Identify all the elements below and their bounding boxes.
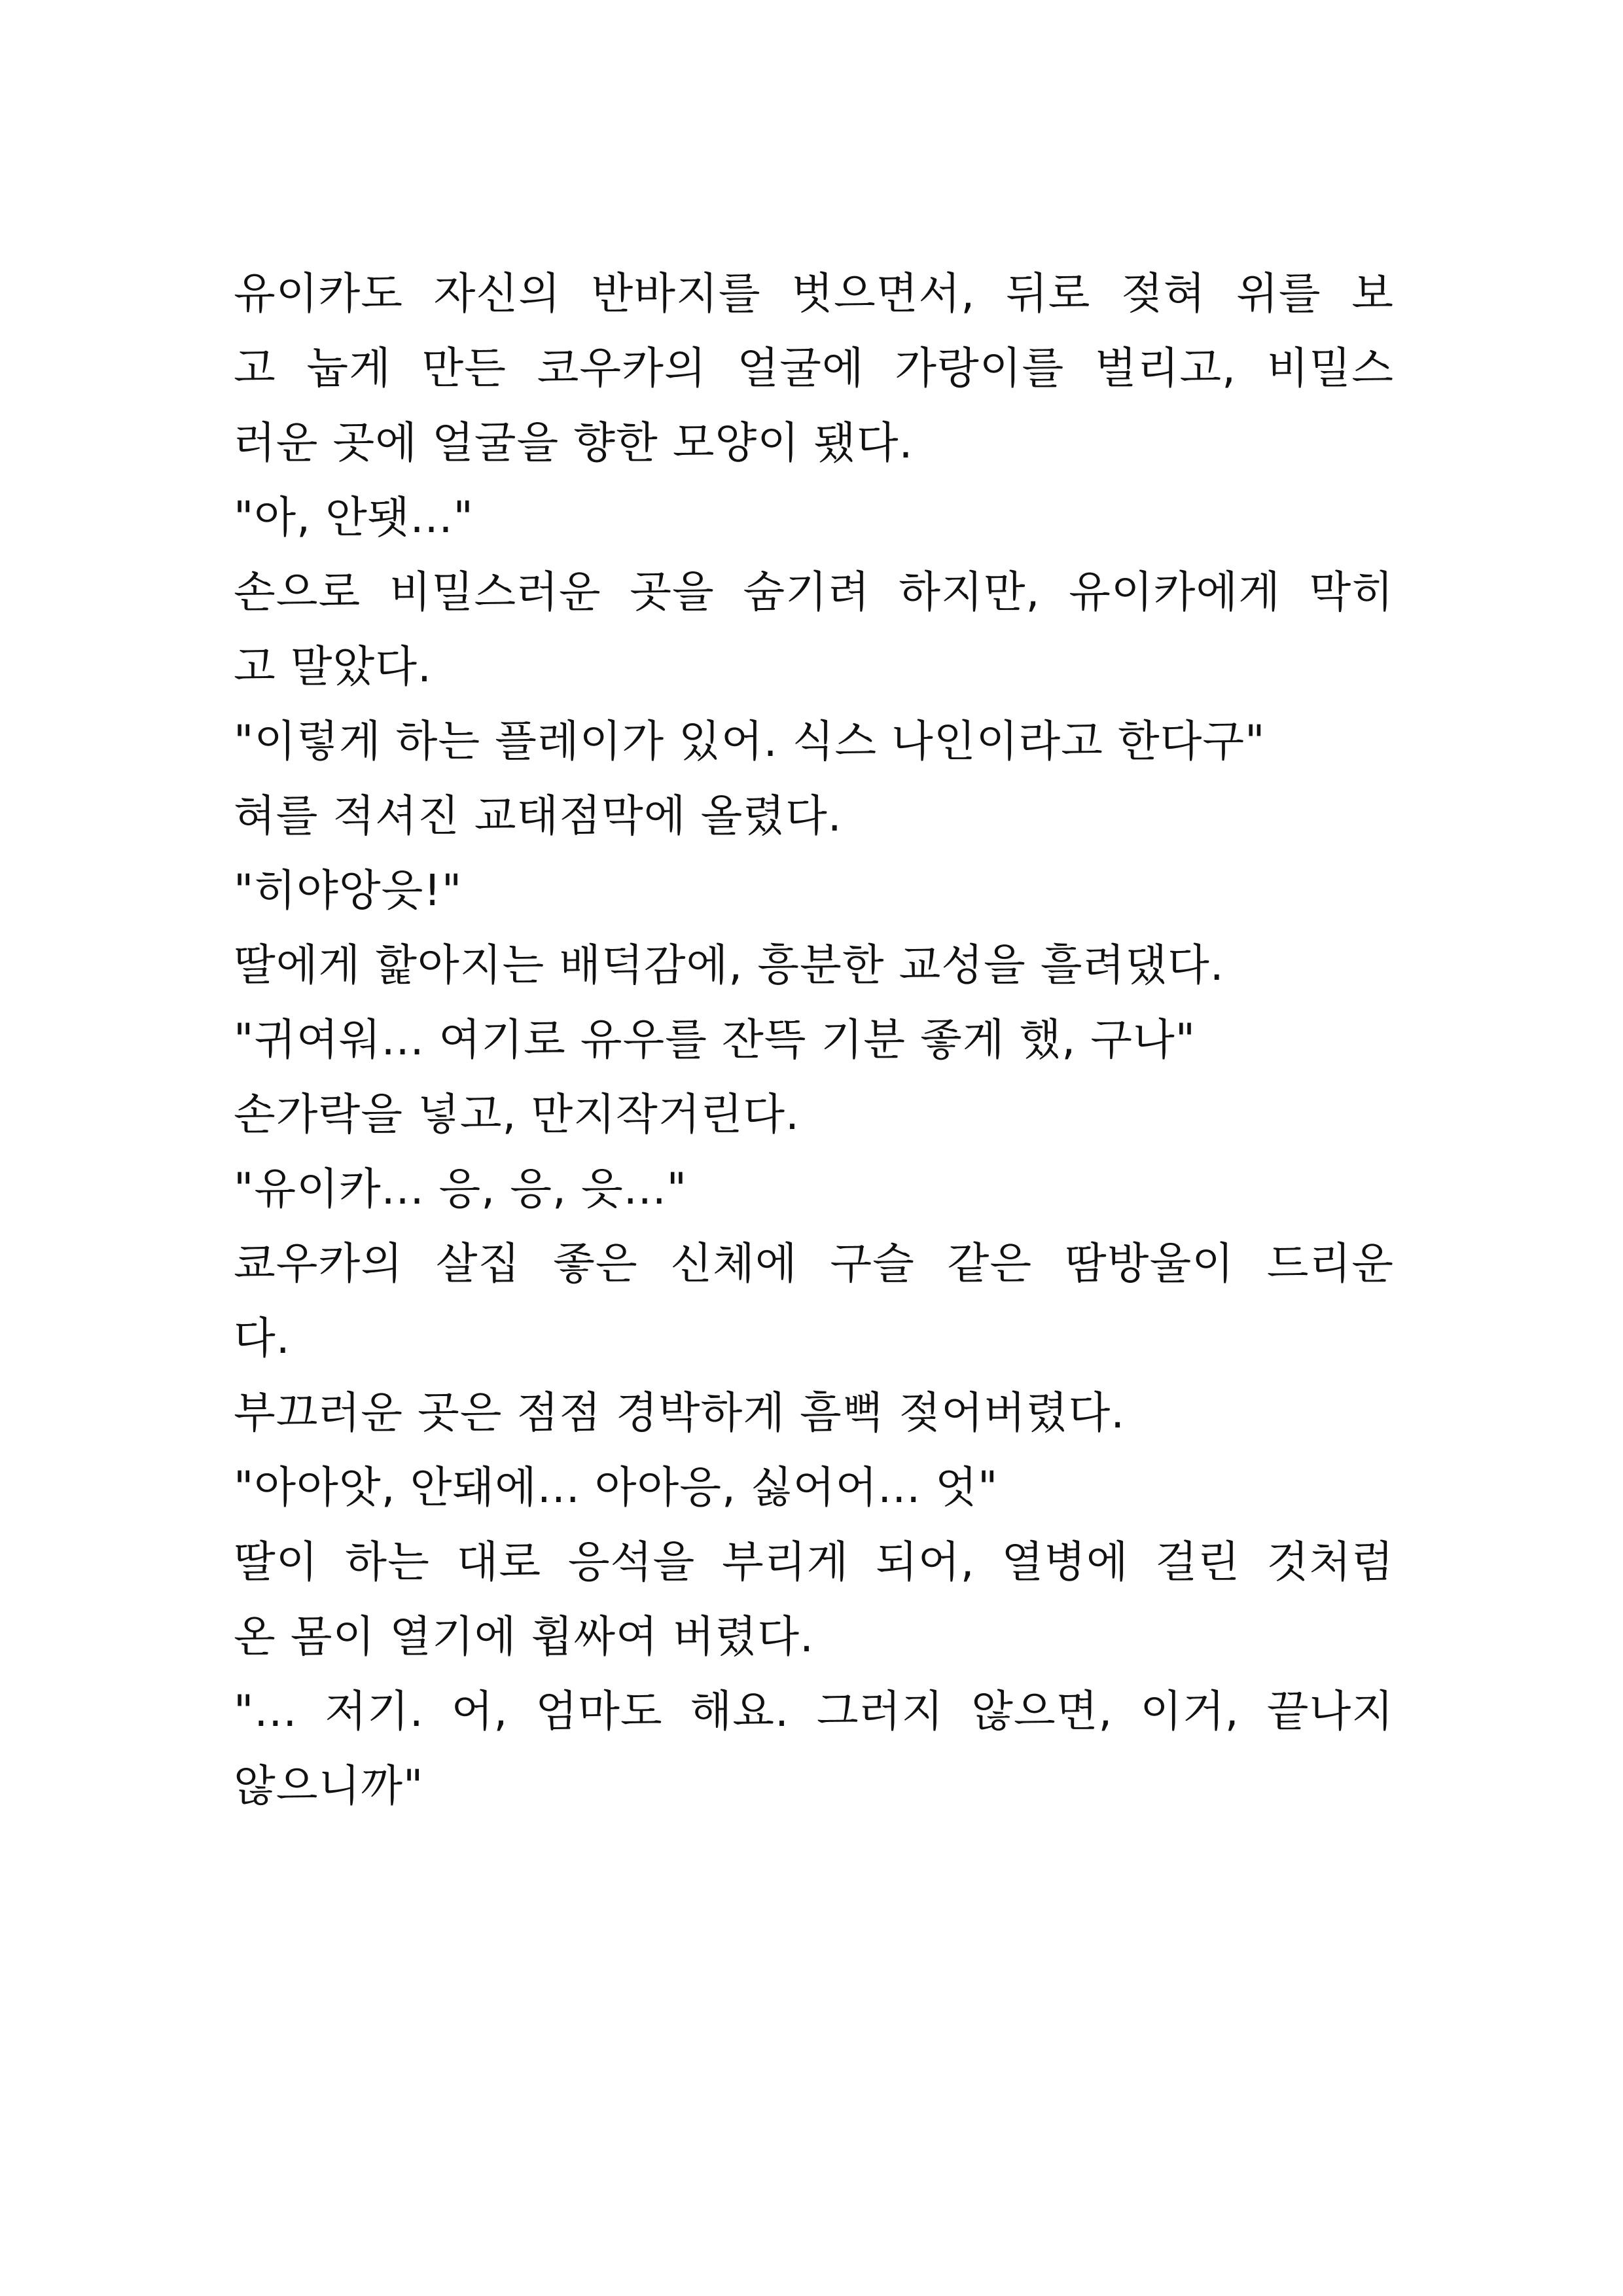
- text-line: 온 몸이 열기에 휩싸여 버렸다.: [234, 1611, 814, 1662]
- text-line: 러운 곳에 얼굴을 향한 모양이 됐다.: [234, 418, 914, 468]
- text-line: "아아앗, 안돼에... 아아응, 싫어어... 엇": [234, 1462, 999, 1513]
- text-line: 손가락을 넣고, 만지작거린다.: [234, 1089, 800, 1139]
- text-line: 딸에게 핥아지는 배덕감에, 흥분한 교성을 흘려댔다.: [234, 940, 1224, 990]
- text-line: 않으니까": [234, 1761, 424, 1811]
- text-line: "유이카... 응, 응, 읏...": [234, 1164, 688, 1214]
- text-line: 딸이 하는 대로 응석을 부리게 되어, 열병에 걸린 것처럼: [234, 1537, 1394, 1587]
- text-line: "아, 안됏...": [234, 492, 474, 543]
- text-line: "... 저기. 어, 엄마도 해요. 그러지 않으면, 이거, 끝나지: [234, 1686, 1394, 1736]
- text-line: 고 말았다.: [234, 641, 432, 692]
- text-line: "귀여워... 여기로 유우를 잔뜩 기분 좋게 했, 구나": [234, 1014, 1196, 1065]
- text-line: 쿄우카의 살집 좋은 신체에 구슬 같은 땀방울이 드리운: [234, 1238, 1394, 1289]
- text-line: 유이카도 자신의 반바지를 벗으면서, 뒤로 젖혀 위를 보: [234, 268, 1394, 319]
- text-line: 손으로 비밀스러운 곳을 숨기려 하지만, 유이카에게 막히: [234, 567, 1394, 617]
- text-line: 고 눕게 만든 코우카의 얼굴에 가랑이를 벌리고, 비밀스: [234, 343, 1394, 393]
- text-line: "이렇게 하는 플레이가 있어. 식스 나인이라고 한다구": [234, 716, 1266, 766]
- text-line: 부끄러운 곳은 점점 경박하게 흠뻑 젖어버렸다.: [234, 1388, 1126, 1438]
- text-line: 다.: [234, 1313, 291, 1363]
- document-body: [234, 257, 1394, 1823]
- text-line: "히야앙읏!": [234, 865, 463, 916]
- text-line: 혀를 적셔진 교태점막에 올렸다.: [234, 791, 842, 841]
